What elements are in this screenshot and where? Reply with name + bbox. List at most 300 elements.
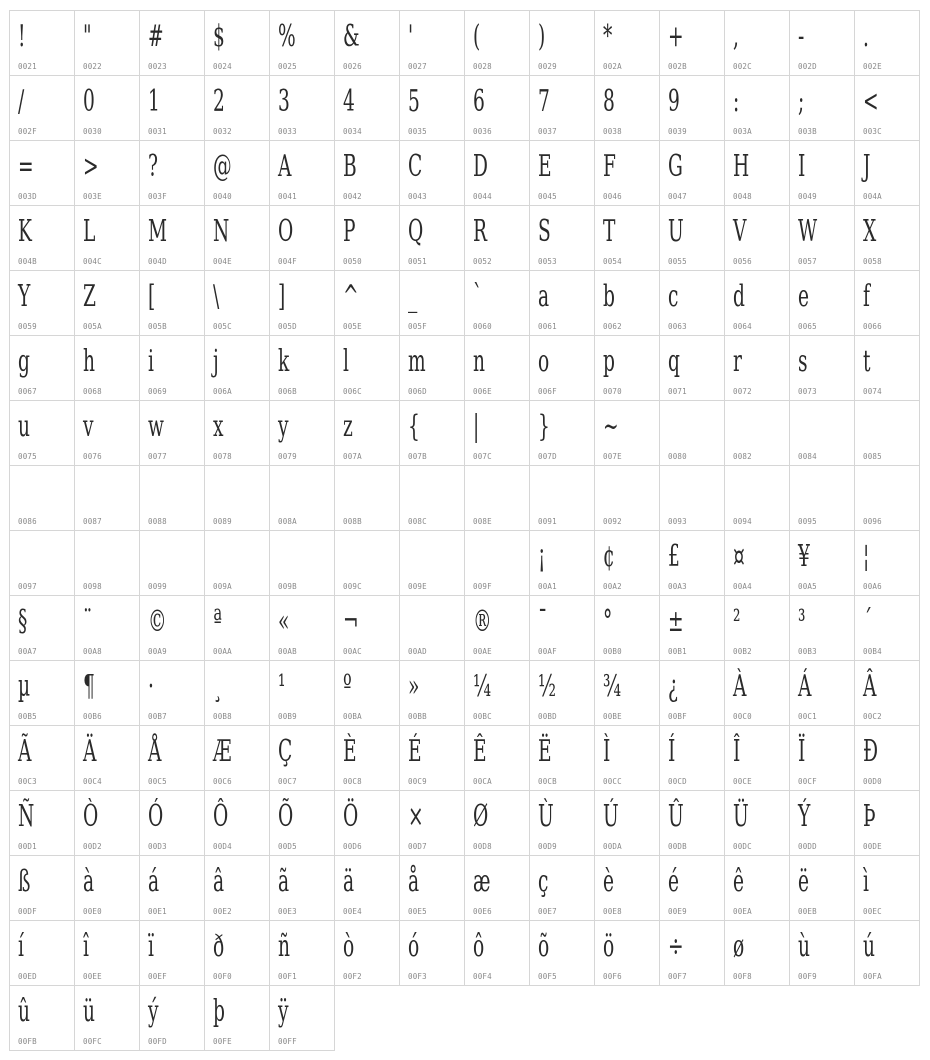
glyph-cell — [205, 401, 270, 466]
glyph-cell — [335, 271, 400, 336]
glyph-codepoint: 0029 — [538, 62, 557, 71]
glyph-codepoint: 00F2 — [343, 972, 362, 981]
glyph-cell — [140, 401, 205, 466]
glyph-cell — [465, 271, 530, 336]
glyph-cell — [10, 466, 75, 531]
glyph-char: Ç — [278, 734, 293, 769]
glyph-codepoint: 0068 — [83, 387, 102, 396]
glyph-cell — [270, 791, 335, 856]
glyph-char: E — [538, 149, 552, 184]
glyph-char: X — [863, 214, 877, 249]
glyph-char: d — [733, 279, 745, 314]
glyph-cell — [270, 856, 335, 921]
glyph-cell — [75, 596, 140, 661]
glyph-codepoint: 00B8 — [213, 712, 232, 721]
glyph-cell — [140, 596, 205, 661]
glyph-codepoint: 007D — [538, 452, 557, 461]
glyph-codepoint: 0027 — [408, 62, 427, 71]
glyph-codepoint: 002B — [668, 62, 687, 71]
glyph-codepoint: 005A — [83, 322, 102, 331]
glyph-codepoint: 0066 — [863, 322, 882, 331]
glyph-codepoint: 00D1 — [18, 842, 37, 851]
glyph-codepoint: 009A — [213, 582, 232, 591]
glyph-char: Ô — [213, 799, 229, 834]
glyph-char: î — [83, 929, 89, 964]
glyph-codepoint: 00F3 — [408, 972, 427, 981]
glyph-codepoint: 00FA — [863, 972, 882, 981]
glyph-cell — [400, 661, 465, 726]
glyph-char: ç — [538, 864, 549, 899]
glyph-codepoint: 006E — [473, 387, 492, 396]
glyph-codepoint: 0030 — [83, 127, 102, 136]
glyph-cell — [660, 271, 725, 336]
glyph-cell — [465, 76, 530, 141]
glyph-cell — [725, 466, 790, 531]
glyph-codepoint: 002A — [603, 62, 622, 71]
glyph-codepoint: 00B0 — [603, 647, 622, 656]
glyph-cell — [400, 921, 465, 986]
glyph-char: C — [408, 149, 423, 184]
glyph-codepoint: 00CD — [668, 777, 687, 786]
glyph-cell — [140, 921, 205, 986]
glyph-char: R — [473, 214, 488, 249]
glyph-codepoint: 006C — [343, 387, 362, 396]
glyph-codepoint: 00D2 — [83, 842, 102, 851]
glyph-codepoint: 00A9 — [148, 647, 167, 656]
glyph-codepoint: 00B9 — [278, 712, 297, 721]
glyph-cell — [465, 206, 530, 271]
glyph-codepoint: 0079 — [278, 452, 297, 461]
glyph-cell — [530, 726, 595, 791]
glyph-cell — [530, 271, 595, 336]
glyph-char: k — [278, 344, 290, 379]
glyph-codepoint: 00BD — [538, 712, 557, 721]
glyph-codepoint: 00B6 — [83, 712, 102, 721]
glyph-char: M — [148, 214, 168, 249]
glyph-char: Á — [798, 669, 812, 704]
glyph-char: ´ — [863, 604, 873, 639]
glyph-codepoint: 00B1 — [668, 647, 687, 656]
glyph-codepoint: 008A — [278, 517, 297, 526]
glyph-codepoint: 0064 — [733, 322, 752, 331]
glyph-char: Q — [408, 214, 424, 249]
glyph-cell — [725, 76, 790, 141]
glyph-cell — [75, 206, 140, 271]
glyph-codepoint: 006F — [538, 387, 557, 396]
glyph-cell — [725, 401, 790, 466]
glyph-cell — [660, 336, 725, 401]
glyph-cell — [400, 791, 465, 856]
glyph-codepoint: 00F6 — [603, 972, 622, 981]
glyph-codepoint: 0049 — [798, 192, 817, 201]
glyph-codepoint: 00DE — [863, 842, 882, 851]
glyph-cell — [530, 596, 595, 661]
glyph-codepoint: 0069 — [148, 387, 167, 396]
glyph-char: ð — [213, 929, 225, 964]
glyph-cell — [465, 596, 530, 661]
glyph-cell — [660, 11, 725, 76]
glyph-codepoint: 0038 — [603, 127, 622, 136]
glyph-cell — [660, 921, 725, 986]
glyph-cell — [855, 856, 920, 921]
glyph-cell — [400, 856, 465, 921]
glyph-codepoint: 0057 — [798, 257, 817, 266]
glyph-char: # — [148, 19, 164, 54]
glyph-char: » — [408, 669, 420, 704]
glyph-cell — [790, 661, 855, 726]
glyph-char: > — [83, 149, 99, 184]
glyph-cell — [595, 271, 660, 336]
glyph-codepoint: 00A3 — [668, 582, 687, 591]
glyph-char: ² — [733, 604, 741, 639]
glyph-codepoint: 0055 — [668, 257, 687, 266]
glyph-codepoint: 00DD — [798, 842, 817, 851]
glyph-cell — [140, 336, 205, 401]
glyph-char: ` — [473, 279, 483, 314]
glyph-cell — [595, 921, 660, 986]
glyph-char: { — [408, 409, 420, 444]
glyph-codepoint: 0059 — [18, 322, 37, 331]
glyph-char: 5 — [408, 84, 420, 119]
glyph-codepoint: 00AE — [473, 647, 492, 656]
glyph-char: W — [798, 214, 818, 249]
glyph-codepoint: 00F0 — [213, 972, 232, 981]
glyph-char: Ö — [343, 799, 359, 834]
glyph-cell — [270, 336, 335, 401]
glyph-cell — [75, 271, 140, 336]
glyph-codepoint: 0085 — [863, 452, 882, 461]
glyph-cell — [790, 401, 855, 466]
glyph-codepoint: 00C5 — [148, 777, 167, 786]
glyph-char: ¨ — [83, 604, 93, 639]
glyph-cell — [725, 726, 790, 791]
glyph-cell — [205, 271, 270, 336]
glyph-codepoint: 00CB — [538, 777, 557, 786]
glyph-codepoint: 00EF — [148, 972, 167, 981]
glyph-cell — [270, 401, 335, 466]
glyph-codepoint: 00D6 — [343, 842, 362, 851]
glyph-char: < — [863, 84, 879, 119]
glyph-char: , — [733, 19, 739, 54]
glyph-cell — [140, 76, 205, 141]
glyph-cell — [595, 791, 660, 856]
glyph-codepoint: 00F4 — [473, 972, 492, 981]
glyph-codepoint: 005F — [408, 322, 427, 331]
glyph-cell — [140, 206, 205, 271]
glyph-cell — [205, 336, 270, 401]
glyph-codepoint: 0092 — [603, 517, 622, 526]
glyph-char: ; — [798, 84, 805, 119]
glyph-codepoint: 00D9 — [538, 842, 557, 851]
glyph-codepoint: 005B — [148, 322, 167, 331]
glyph-codepoint: 0078 — [213, 452, 232, 461]
glyph-codepoint: 009E — [408, 582, 427, 591]
glyph-cell — [140, 11, 205, 76]
glyph-codepoint: 0036 — [473, 127, 492, 136]
glyph-char: ö — [603, 929, 615, 964]
glyph-codepoint: 0043 — [408, 192, 427, 201]
glyph-codepoint: 004F — [278, 257, 297, 266]
glyph-char: ê — [733, 864, 745, 899]
glyph-cell — [270, 271, 335, 336]
glyph-cell — [530, 531, 595, 596]
glyph-char: £ — [668, 539, 680, 574]
glyph-char: ä — [343, 864, 355, 899]
glyph-cell — [855, 726, 920, 791]
glyph-codepoint: 00BC — [473, 712, 492, 721]
glyph-cell — [140, 661, 205, 726]
glyph-grid — [9, 10, 920, 1051]
glyph-cell — [400, 726, 465, 791]
glyph-char: h — [83, 344, 95, 379]
glyph-char: U — [668, 214, 684, 249]
glyph-cell — [10, 921, 75, 986]
glyph-codepoint: 00EE — [83, 972, 102, 981]
glyph-codepoint: 00AA — [213, 647, 232, 656]
glyph-cell — [335, 661, 400, 726]
glyph-cell — [790, 791, 855, 856]
glyph-cell — [270, 206, 335, 271]
glyph-codepoint: 0031 — [148, 127, 167, 136]
glyph-cell — [270, 141, 335, 206]
glyph-codepoint: 007C — [473, 452, 492, 461]
glyph-cell — [205, 466, 270, 531]
glyph-char: É — [408, 734, 422, 769]
glyph-codepoint: 0025 — [278, 62, 297, 71]
glyph-codepoint: 0086 — [18, 517, 37, 526]
glyph-codepoint: 0044 — [473, 192, 492, 201]
glyph-cell — [660, 531, 725, 596]
glyph-char: Ã — [18, 734, 32, 769]
glyph-char: ã — [278, 864, 290, 899]
glyph-cell — [660, 141, 725, 206]
glyph-cell — [595, 11, 660, 76]
glyph-char: º — [343, 669, 352, 704]
glyph-cell — [465, 661, 530, 726]
glyph-codepoint: 00DA — [603, 842, 622, 851]
glyph-codepoint: 00C2 — [863, 712, 882, 721]
glyph-cell — [205, 726, 270, 791]
glyph-cell — [75, 921, 140, 986]
glyph-codepoint: 00AC — [343, 647, 362, 656]
glyph-char: ¡ — [538, 539, 546, 574]
glyph-cell — [205, 986, 270, 1051]
glyph-cell — [465, 921, 530, 986]
glyph-cell — [75, 11, 140, 76]
glyph-cell — [205, 76, 270, 141]
glyph-codepoint: 00C7 — [278, 777, 297, 786]
glyph-cell — [595, 596, 660, 661]
glyph-char: @ — [213, 149, 232, 184]
glyph-char: ú — [863, 929, 875, 964]
glyph-char: ø — [733, 929, 745, 964]
glyph-cell — [335, 141, 400, 206]
glyph-codepoint: 00DF — [18, 907, 37, 916]
glyph-char: - — [798, 19, 805, 54]
glyph-cell — [10, 206, 75, 271]
glyph-codepoint: 0060 — [473, 322, 492, 331]
glyph-codepoint: 00D4 — [213, 842, 232, 851]
glyph-cell — [270, 726, 335, 791]
glyph-char: V — [733, 214, 747, 249]
glyph-char: p — [603, 344, 615, 379]
glyph-codepoint: 0023 — [148, 62, 167, 71]
glyph-char: & — [343, 19, 360, 54]
glyph-cell — [465, 336, 530, 401]
glyph-char: ¿ — [668, 669, 678, 704]
glyph-codepoint: 00DB — [668, 842, 687, 851]
glyph-cell — [465, 401, 530, 466]
glyph-codepoint: 0050 — [343, 257, 362, 266]
glyph-cell — [855, 791, 920, 856]
glyph-codepoint: 00E6 — [473, 907, 492, 916]
glyph-char: à — [83, 864, 95, 899]
glyph-cell — [790, 271, 855, 336]
glyph-codepoint: 00CE — [733, 777, 752, 786]
glyph-char: Ñ — [18, 799, 35, 834]
glyph-codepoint: 00DC — [733, 842, 752, 851]
glyph-cell — [205, 856, 270, 921]
glyph-cell — [595, 206, 660, 271]
glyph-char: ¸ — [213, 669, 223, 704]
glyph-cell — [75, 76, 140, 141]
glyph-codepoint: 0096 — [863, 517, 882, 526]
glyph-codepoint: 00FB — [18, 1037, 37, 1046]
glyph-cell — [725, 791, 790, 856]
glyph-cell — [530, 206, 595, 271]
glyph-cell — [855, 661, 920, 726]
glyph-char: . — [863, 19, 869, 54]
glyph-cell — [400, 596, 465, 661]
glyph-codepoint: 00C6 — [213, 777, 232, 786]
glyph-cell — [75, 986, 140, 1051]
glyph-codepoint: 002D — [798, 62, 817, 71]
glyph-char: o — [538, 344, 550, 379]
glyph-char: ü — [83, 994, 95, 1029]
glyph-codepoint: 007E — [603, 452, 622, 461]
glyph-char: Å — [148, 734, 162, 769]
glyph-cell — [400, 466, 465, 531]
glyph-codepoint: 0045 — [538, 192, 557, 201]
glyph-codepoint: 0077 — [148, 452, 167, 461]
glyph-char: [ — [148, 279, 156, 314]
glyph-cell — [465, 856, 530, 921]
glyph-codepoint: 00A2 — [603, 582, 622, 591]
glyph-cell — [790, 596, 855, 661]
glyph-char: Ú — [603, 799, 619, 834]
glyph-codepoint: 00E9 — [668, 907, 687, 916]
glyph-char: û — [18, 994, 30, 1029]
glyph-cell — [400, 206, 465, 271]
glyph-codepoint: 003E — [83, 192, 102, 201]
glyph-codepoint: 0032 — [213, 127, 232, 136]
glyph-cell — [335, 401, 400, 466]
glyph-char: ÿ — [278, 994, 289, 1029]
glyph-cell — [595, 856, 660, 921]
glyph-char: % — [278, 19, 296, 54]
glyph-char: Ê — [473, 734, 487, 769]
glyph-cell — [270, 661, 335, 726]
glyph-cell — [595, 76, 660, 141]
glyph-char: s — [798, 344, 808, 379]
glyph-cell — [205, 141, 270, 206]
glyph-codepoint: 004A — [863, 192, 882, 201]
glyph-char: ì — [863, 864, 869, 899]
glyph-char: 7 — [538, 84, 550, 119]
glyph-cell — [530, 856, 595, 921]
glyph-codepoint: 0051 — [408, 257, 427, 266]
glyph-codepoint: 0091 — [538, 517, 557, 526]
glyph-cell — [725, 856, 790, 921]
glyph-cell — [10, 596, 75, 661]
glyph-codepoint: 00EC — [863, 907, 882, 916]
glyph-cell — [140, 531, 205, 596]
glyph-codepoint: 00B2 — [733, 647, 752, 656]
glyph-char: ? — [148, 149, 158, 184]
glyph-char: ³ — [798, 604, 806, 639]
glyph-codepoint: 0063 — [668, 322, 687, 331]
glyph-cell — [335, 531, 400, 596]
glyph-char: ò — [343, 929, 355, 964]
glyph-codepoint: 00CA — [473, 777, 492, 786]
glyph-cell — [660, 206, 725, 271]
glyph-char: â — [213, 864, 225, 899]
glyph-cell — [400, 401, 465, 466]
glyph-codepoint: 00A6 — [863, 582, 882, 591]
glyph-codepoint: 00E2 — [213, 907, 232, 916]
glyph-char: Â — [863, 669, 877, 704]
glyph-cell — [400, 76, 465, 141]
glyph-cell — [855, 921, 920, 986]
glyph-char: 2 — [213, 84, 225, 119]
glyph-codepoint: 00BA — [343, 712, 362, 721]
glyph-cell — [790, 921, 855, 986]
glyph-cell — [335, 76, 400, 141]
glyph-codepoint: 007B — [408, 452, 427, 461]
glyph-cell — [725, 206, 790, 271]
glyph-char: H — [733, 149, 750, 184]
glyph-cell — [270, 921, 335, 986]
glyph-cell — [790, 206, 855, 271]
glyph-char: « — [278, 604, 290, 639]
glyph-cell — [530, 336, 595, 401]
glyph-cell — [205, 921, 270, 986]
glyph-codepoint: 0080 — [668, 452, 687, 461]
glyph-char: Ù — [538, 799, 554, 834]
glyph-cell — [595, 531, 660, 596]
glyph-char: ï — [148, 929, 154, 964]
glyph-cell — [855, 11, 920, 76]
glyph-char: : — [733, 84, 740, 119]
glyph-cell — [530, 466, 595, 531]
glyph-codepoint: 005C — [213, 322, 232, 331]
glyph-cell — [465, 726, 530, 791]
glyph-char: ó — [408, 929, 420, 964]
glyph-cell — [10, 856, 75, 921]
glyph-codepoint: 004B — [18, 257, 37, 266]
glyph-codepoint: 00F8 — [733, 972, 752, 981]
glyph-char: © — [148, 604, 167, 639]
glyph-char: ° — [603, 604, 613, 639]
glyph-char: ¬ — [343, 604, 359, 639]
glyph-char: " — [83, 19, 92, 54]
glyph-cell — [205, 661, 270, 726]
glyph-char: G — [668, 149, 683, 184]
glyph-char: e — [798, 279, 810, 314]
glyph-codepoint: 0097 — [18, 582, 37, 591]
glyph-codepoint: 003B — [798, 127, 817, 136]
glyph-cell — [270, 531, 335, 596]
